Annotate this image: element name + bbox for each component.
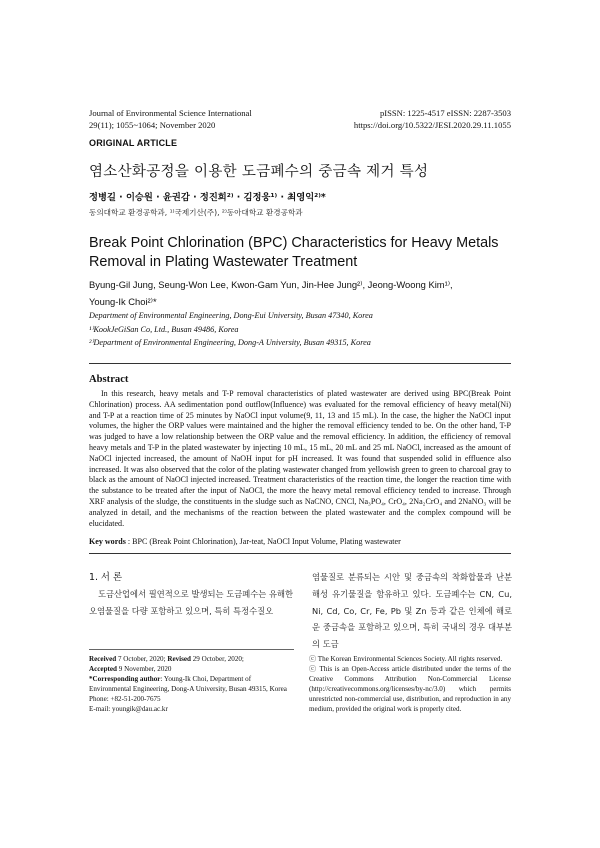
footnote-license — [309, 655, 511, 714]
body-text-left: 도금산업에서 필연적으로 발생되는 도금폐수는 유해한 오염물질을 다량 포함하고 있으며, 특히 특정수질오 — [89, 589, 293, 616]
journal-info — [89, 107, 252, 131]
corresponding-author — [89, 675, 294, 695]
affiliation-2: ¹⁾KookJeGiSan Co, Ltd., Busan 49486, Korea — [89, 324, 239, 334]
journal-name: Journal of Environmental Science International — [89, 108, 252, 118]
doi-link[interactable]: https://doi.org/10.5322/JESI.2020.29.11.1055 — [353, 120, 511, 130]
corresponding-label: *Corresponding author — [89, 674, 161, 683]
accepted-line — [89, 665, 294, 675]
accepted-label: Accepted — [89, 664, 117, 673]
footnote-divider — [89, 649, 294, 650]
body-column-left — [89, 586, 293, 620]
keywords-label: Key words — [89, 537, 126, 546]
title-english-line2: Removal in Plating Wastewater Treatment — [89, 254, 358, 270]
received-label: Received — [89, 655, 117, 663]
affiliation-3: ²⁾Department of Environmental Engineering, Dong-A University, Busan 49315, Korea — [89, 338, 371, 347]
email[interactable]: E-mail: youngik@dau.ac.kr — [89, 704, 168, 713]
accepted-date: 9 November, 2020 — [116, 664, 172, 673]
body-column-right — [312, 569, 512, 653]
affiliations-english — [89, 309, 519, 350]
revised-label: Revised — [167, 655, 191, 663]
corresponding-details: : Young-Ik Choi, Department of Environmental Engineering, Dong-A University, Busan 49315, Korea — [89, 674, 287, 693]
divider-bottom — [89, 553, 511, 554]
abstract-text: In this research, heavy metals and T-P removal characteristics of plated wastewater are derived using BPC(Break Point Chlorination) process. AA sedimentation pond outflow(Influence) was evaluated for the removal efficiency of heavy metal(Ni) and T-P at a reaction time of 25 minutes by NaOCl input volume(9, 11, 13 and 15 mL). In the case, the higher the NaOCl input volumes, the higher the ORP values were maintained and the higher the removal efficiency tended to be. On the other hand, T-P was judged to have a low relationship between the ORP value and the removal efficiency. In addition, the efficiency of removal heavy metals and T-P in the plated wastewater by injecting 10 mL, 15 mL, 20 mL and 25 mL NaOCl, increased as the amount of NaOCl injected increased, the amount of NaOH input for pH increased. It was found that suspended solid in effluence also increased. It was also observed that the color of the plating wastewater changed from yellowish green to green to charcoal gray to black as the amount of NaOCl injected increased. Treatment characteristics of the reaction time, the longer the reaction time with the substance to be treated after the input of NaOCl, the more the heavy metal removal efficiency tended to increase. Through XRF analysis of the sludge, the constituents in the sludge such as NaCNO, CNCl, Na₃PO₄, CrO₄, 2Na₂CrO₄ and 2NaNO₃ will be analyzed in detail, and the mechanisms of the reaction between the plated wastewater and the complex compound will be elucidated. — [89, 389, 511, 528]
authors-english-line2: Young-Ik Choi²⁾* — [89, 296, 157, 307]
authors-english-line1: Byung-Gil Jung, Seung-Won Lee, Kwon-Gam Yun, Jin-Hee Jung²⁾, Jeong-Woong Kim¹⁾, — [89, 279, 453, 290]
affiliations-korean: 동의대학교 환경공학과, ¹⁾국제기산(주), ²⁾동아대학교 환경공학과 — [89, 208, 303, 217]
issn-doi — [354, 107, 511, 131]
affiliation-1: Department of Environmental Engineering, Dong-Eui University, Busan 47340, Korea — [89, 311, 373, 320]
title-korean: 염소산화공정을 이용한 도금폐수의 중금속 제거 특성 — [89, 164, 429, 180]
authors-english — [89, 276, 519, 310]
article-type: ORIGINAL ARTICLE — [89, 138, 178, 148]
title-english-line1: Break Point Chlorination (BPC) Characteristics for Heavy Metals — [89, 235, 499, 251]
phone: Phone: +82-51-200-7675 — [89, 694, 161, 703]
keywords — [89, 537, 511, 546]
revised-date: 29 October, 2020; — [190, 655, 244, 663]
journal-volume: 29(11); 1055~1064; November 2020 — [89, 120, 216, 130]
issn: pISSN: 1225-4517 eISSN: 2287-3503 — [379, 108, 511, 118]
footnote-received — [89, 655, 294, 714]
abstract-heading: Abstract — [89, 374, 129, 385]
keywords-text: : BPC (Break Point Chlorination), Jar-teat, NaOCl Input Volume, Plating wastewater — [125, 537, 401, 546]
section-heading: 1. 서 론 — [89, 572, 123, 583]
divider-top — [89, 363, 511, 364]
body-text-right: 염물질로 분류되는 시안 및 중금속의 착화합물과 난분해성 유기물질을 함유하고 있다. 도금폐수는 CN, Cu, Ni, Cd, Co, Cr, Fe, Pb 및 Zn 등과 같은 인체에 해로운 중금속을 포함하고 있으며, 특히 국내의 경우 대부분의 도금 — [312, 572, 512, 650]
title-english — [89, 234, 519, 272]
dates-line — [89, 655, 294, 665]
copyright-notice: ⓒ The Korean Environmental Sciences Society. All rights reserved. — [309, 655, 503, 663]
abstract-body — [89, 389, 511, 529]
license-notice: ⓒ This is an Open-Access article distributed under the terms of the Creative Commons Attribution Non-Commercial License (http://creativecommons.org/licenses/by-nc/3.0) which permits unrestricted non-commercial use, distribution, and reproduction in any medium, provided the original work is properly cited. — [309, 664, 511, 713]
authors-korean: 정병길 · 이승원 · 윤권감 · 정진희²⁾ · 김정웅¹⁾ · 최영익²⁾* — [89, 192, 326, 203]
received-date: 7 October, 2020; — [116, 655, 168, 663]
